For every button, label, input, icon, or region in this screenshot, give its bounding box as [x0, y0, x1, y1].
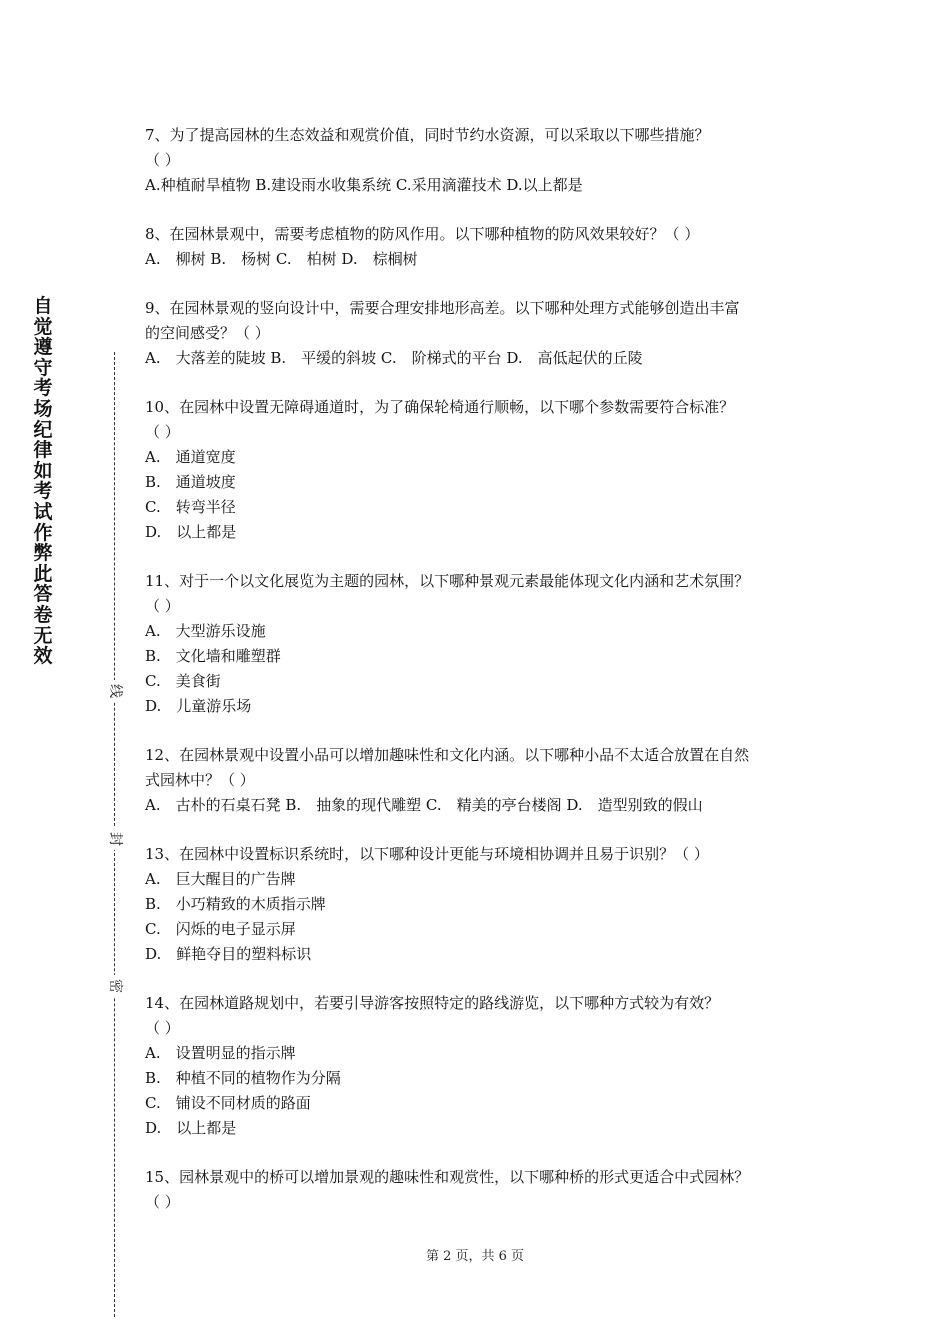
binding-label-secret: 密	[104, 975, 126, 997]
question-list	[145, 123, 815, 1239]
option-a: A. 通道宽度	[145, 448, 236, 466]
question-14	[145, 991, 815, 1141]
question-12	[145, 743, 815, 818]
option-b: B. 种植不同的植物作为分隔	[145, 1069, 341, 1087]
option-c: C. 转弯半径	[145, 498, 236, 516]
question-text: 7、为了提高园林的生态效益和观赏价值，同时节约水资源，可以采取以下哪些措施？	[145, 126, 710, 144]
question-text: 8、在园林景观中，需要考虑植物的防风作用。以下哪种植物的防风效果较好？（ ）	[145, 225, 700, 243]
option-c: C. 铺设不同材质的路面	[145, 1094, 311, 1112]
option-d: D. 鲜艳夺目的塑料标识	[145, 945, 312, 963]
option-d: D. 以上都是	[145, 523, 237, 541]
binding-label-line: 线	[104, 680, 126, 702]
question-10	[145, 395, 815, 545]
question-text-continued: 的空间感受？（ ）	[145, 324, 270, 342]
option-a: A. 大型游乐设施	[145, 622, 266, 640]
option-b: B. 通道坡度	[145, 473, 236, 491]
exam-discipline-notice: 自觉遵守考场纪律如考试作弊此答卷无效	[33, 295, 53, 668]
question-15	[145, 1165, 815, 1215]
option-a: A. 巨大醒目的广告牌	[145, 870, 296, 888]
options-line: A. 大落差的陡坡 B. 平缓的斜坡 C. 阶梯式的平台 D. 高低起伏的丘陵	[145, 349, 643, 367]
question-11	[145, 569, 815, 719]
option-d: D. 以上都是	[145, 1119, 237, 1137]
options-line: A. 柳树 B. 杨树 C. 柏树 D. 棕榈树	[145, 250, 418, 268]
option-c: C. 闪烁的电子显示屏	[145, 920, 296, 938]
option-a: A. 设置明显的指示牌	[145, 1044, 296, 1062]
question-text: 13、在园林中设置标识系统时，以下哪种设计更能与环境相协调并且易于识别？（ ）	[145, 845, 709, 863]
question-8	[145, 222, 815, 272]
answer-blank: （ ）	[145, 423, 180, 441]
question-text: 9、在园林景观的竖向设计中，需要合理安排地形高差。以下哪种处理方式能够创造出丰富	[145, 299, 740, 317]
question-13	[145, 842, 815, 967]
question-text: 10、在园林中设置无障碍通道时，为了确保轮椅通行顺畅，以下哪个参数需要符合标准？	[145, 398, 735, 416]
options-line: A.种植耐旱植物 B.建设雨水收集系统 C.采用滴灌技术 D.以上都是	[145, 176, 583, 194]
answer-blank: （ ）	[145, 1019, 180, 1037]
question-7	[145, 123, 815, 198]
option-b: B. 小巧精致的木质指示牌	[145, 895, 326, 913]
question-9	[145, 296, 815, 371]
answer-blank: （ ）	[145, 1193, 180, 1211]
options-line: A. 古朴的石桌石凳 B. 抽象的现代雕塑 C. 精美的亭台楼阁 D. 造型别致的假山	[145, 796, 703, 814]
question-text: 12、在园林景观中设置小品可以增加趣味性和文化内涵。以下哪种小品不太适合放置在自然	[145, 746, 750, 764]
answer-blank: （ ）	[145, 151, 180, 169]
option-d: D. 儿童游乐场	[145, 697, 252, 715]
question-text: 11、对于一个以文化展览为主题的园林，以下哪种景观元素最能体现文化内涵和艺术氛围？	[145, 572, 750, 590]
option-c: C. 美食街	[145, 672, 221, 690]
question-text: 14、在园林道路规划中，若要引导游客按照特定的路线游览，以下哪种方式较为有效？	[145, 994, 720, 1012]
question-text: 15、园林景观中的桥可以增加景观的趣味性和观赏性，以下哪种桥的形式更适合中式园林？	[145, 1168, 750, 1186]
answer-blank: （ ）	[145, 597, 180, 615]
question-text-continued: 式园林中？（ ）	[145, 771, 255, 789]
option-b: B. 文化墙和雕塑群	[145, 647, 281, 665]
binding-label-seal: 封	[104, 828, 126, 850]
page-number-footer: 第 2 页，共 6 页	[425, 1249, 525, 1264]
